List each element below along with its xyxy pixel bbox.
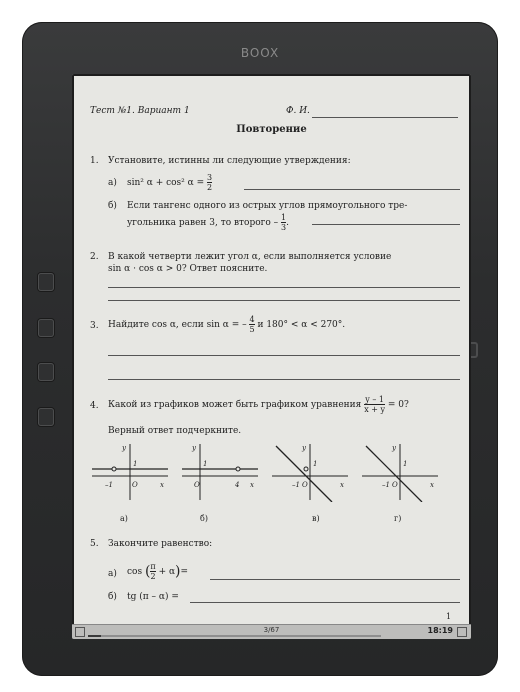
graph-b[interactable]	[180, 442, 260, 502]
q3-number: 3.	[90, 321, 99, 331]
q3-answer-line-2	[108, 379, 460, 380]
q5-b-expr: tg (π – α) =	[127, 592, 179, 602]
graph-c-tick-1: –1	[292, 481, 300, 489]
graph-c-one: 1	[313, 460, 318, 468]
q5-number: 5.	[90, 539, 99, 549]
q5-a-answer-line	[210, 579, 460, 580]
page-number: 1	[446, 612, 452, 621]
q5-b-label: б)	[108, 592, 117, 602]
q4-number: 4.	[90, 401, 99, 411]
q3-text: Найдите cos α, если sin α = – $\frac{4}{5}$ и 180° < α < 270°.	[108, 315, 346, 334]
graph-c-label: в)	[312, 514, 320, 523]
graph-b-tick-1: O	[194, 481, 200, 489]
graph-b-label: б)	[200, 514, 208, 523]
left-button-1[interactable]	[38, 273, 54, 291]
graph-d-tick-2: O	[392, 481, 398, 489]
test-header: Тест №1. Вариант 1	[90, 106, 190, 116]
graph-d-x: x	[430, 481, 434, 489]
graph-a[interactable]	[90, 442, 170, 502]
graph-a-tick-1: –1	[105, 481, 113, 489]
q1-b-label: б)	[108, 201, 117, 211]
graph-d[interactable]	[360, 442, 440, 502]
eink-screen	[72, 74, 471, 639]
status-bar	[72, 624, 471, 639]
brand-logo: BOOX	[240, 46, 280, 60]
graph-b-tick-2: 4	[235, 481, 240, 489]
graph-c[interactable]	[270, 442, 350, 502]
q3-answer-line-1	[108, 355, 460, 356]
graph-a-x: x	[160, 481, 164, 489]
q1-b-text2: угольника равен 3, то второго – $\frac{1}{3}$ .	[127, 213, 289, 232]
q5-a-label: а)	[108, 569, 117, 579]
q5-b-answer-line	[190, 602, 460, 603]
q4-text: Какой из графиков может быть графиком уравнения $\frac{y - 1}{x + y}$ = 0?	[108, 395, 409, 414]
graph-c-x: x	[340, 481, 344, 489]
graph-d-one: 1	[403, 460, 408, 468]
clock: 18:19	[427, 626, 453, 635]
q2-answer-line-1	[108, 287, 460, 288]
graph-d-y: y	[392, 444, 396, 452]
graph-a-tick-2: O	[132, 481, 138, 489]
name-line	[312, 117, 458, 118]
graph-b-y: y	[192, 444, 196, 452]
graph-a-y: y	[122, 444, 126, 452]
graph-d-tick-1: –1	[382, 481, 390, 489]
name-label: Ф. И.	[286, 106, 310, 116]
q2-text1: В какой четверти лежит угол α, если выполняется условие	[108, 252, 392, 262]
graph-c-tick-2: O	[302, 481, 308, 489]
q2-number: 2.	[90, 252, 99, 262]
left-button-3[interactable]	[38, 363, 54, 381]
q1-number: 1.	[90, 156, 99, 166]
left-button-4[interactable]	[38, 408, 54, 426]
q1-a-answer-line	[244, 189, 460, 190]
q2-text2: sin α · cos α > 0? Ответ поясните.	[108, 264, 268, 274]
q1-a-expr: sin² α + cos² α = $\frac{3}{2}$	[127, 173, 213, 192]
q1-text: Установите, истинны ли следующие утверждения:	[108, 156, 351, 166]
q1-b-text1: Если тангенс одного из острых углов прямоугольного тре-	[127, 201, 408, 211]
q4-text2: Верный ответ подчеркните.	[108, 426, 242, 436]
graph-c-y: y	[302, 444, 306, 452]
q5-text: Закончите равенство:	[108, 539, 213, 549]
graph-a-one: 1	[133, 460, 138, 468]
graph-a-label: а)	[120, 514, 128, 523]
graph-b-x: x	[250, 481, 254, 489]
reading-progress-bar	[88, 635, 381, 637]
q5-a-expr: cos ( $\frac{\pi}{2}$ + α)=	[127, 562, 189, 581]
reading-progress-fill	[88, 635, 101, 637]
left-button-2[interactable]	[38, 319, 54, 337]
battery-icon	[457, 627, 467, 637]
page-title: Повторение	[236, 124, 307, 135]
q1-b-answer-line	[312, 224, 460, 225]
page-counter: 3/67	[263, 626, 280, 634]
ereader-device	[22, 22, 498, 676]
graph-b-one: 1	[203, 460, 208, 468]
graph-d-label: г)	[394, 514, 402, 523]
q1-a-label: а)	[108, 178, 117, 188]
q2-answer-line-2	[108, 300, 460, 301]
